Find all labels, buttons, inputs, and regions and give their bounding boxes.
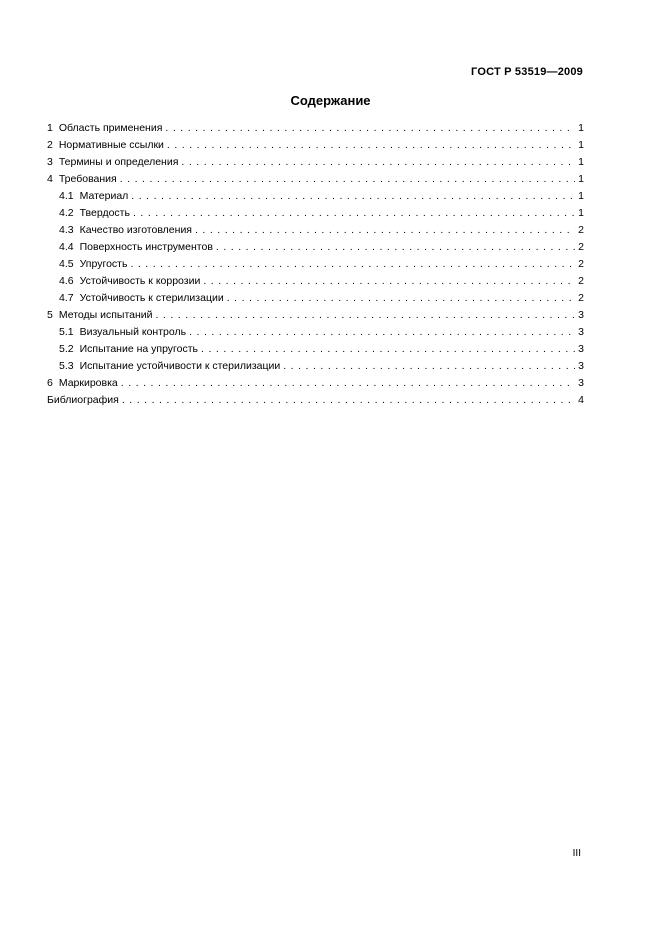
toc-dot-leader [130,256,575,273]
toc-entry [47,375,584,392]
toc-entry-page: 3 [578,326,584,338]
toc-dot-leader [156,307,576,324]
toc-dot-leader [216,239,575,256]
document-code: ГОСТ Р 53519—2009 [471,66,583,78]
toc-entry-number: 4.2 [59,207,74,219]
toc-dot-leader [181,154,575,171]
toc-dot-leader [121,375,575,392]
toc-entry-title: Область применения [58,122,163,134]
toc-entry-page: 3 [578,360,584,372]
toc-entry [47,222,584,239]
toc-entry [47,273,584,290]
toc-entry-page: 2 [578,258,584,270]
toc-entry-title: Визуальный контроль [79,326,187,338]
toc-entry-title: Требования [58,173,117,185]
toc-entry-title: Устойчивость к стерилизации [79,292,224,304]
toc-entry [47,392,584,409]
toc-entry-number: 5.2 [59,343,74,355]
toc-dot-leader [133,205,575,222]
toc-entry-title: Устойчивость к коррозии [79,275,201,287]
toc-entry-number: 4.1 [59,190,74,202]
toc-entry-page: 1 [578,190,584,202]
table-of-contents [47,120,584,409]
toc-entry-page: 1 [578,207,584,219]
toc-entry-title: Нормативные ссылки [58,139,164,151]
toc-dot-leader [165,120,575,137]
toc-entry [47,290,584,307]
toc-entry-page: 3 [578,343,584,355]
toc-dot-leader [201,341,575,358]
toc-entry [47,307,584,324]
toc-entry-number: 3 [47,156,53,168]
toc-entry-page: 1 [578,173,584,185]
toc-entry [47,239,584,256]
toc-entry-page: 3 [578,377,584,389]
toc-entry-page: 1 [578,139,584,151]
toc-entry [47,324,584,341]
toc-entry-number: 5.1 [59,326,74,338]
toc-entry-title: Упругость [79,258,128,270]
toc-entry-title: Библиография [47,394,119,406]
toc-entry-number: 4.5 [59,258,74,270]
toc-entry [47,341,584,358]
toc-dot-leader [195,222,575,239]
toc-dot-leader [131,188,575,205]
toc-entry [47,154,584,171]
toc-entry-number: 4 [47,173,53,185]
toc-entry-title: Качество изготовления [79,224,192,236]
toc-entry-title: Маркировка [58,377,118,389]
toc-entry [47,120,584,137]
toc-entry-title: Материал [79,190,129,202]
toc-entry [47,358,584,375]
toc-dot-leader [122,392,575,409]
toc-entry [47,171,584,188]
toc-dot-leader [203,273,575,290]
toc-entry-page: 2 [578,275,584,287]
toc-entry-title: Поверхность инструментов [79,241,213,253]
toc-entry [47,205,584,222]
toc-dot-leader [283,358,575,375]
toc-entry-number: 4.6 [59,275,74,287]
toc-entry-title: Испытание устойчивости к стерилизации [79,360,281,372]
toc-entry-title: Твердость [79,207,130,219]
toc-dot-leader [167,137,575,154]
toc-entry-number: 4.4 [59,241,74,253]
toc-entry-page: 2 [578,292,584,304]
toc-entry-page: 2 [578,224,584,236]
toc-entry-page: 3 [578,309,584,321]
toc-entry-title: Испытание на упругость [79,343,199,355]
toc-entry [47,188,584,205]
toc-entry [47,256,584,273]
toc-entry-title: Методы испытаний [58,309,153,321]
toc-entry-page: 2 [578,241,584,253]
toc-entry-number: 2 [47,139,53,151]
toc-entry-number: 1 [47,122,53,134]
toc-dot-leader [120,171,575,188]
toc-entry-title: Термины и определения [58,156,179,168]
toc-title: Содержание [290,93,371,108]
toc-entry-number: 4.7 [59,292,74,304]
toc-entry-number: 6 [47,377,53,389]
toc-entry-number: 5.3 [59,360,74,372]
toc-entry-number: 4.3 [59,224,74,236]
toc-entry-page: 1 [578,122,584,134]
toc-entry-page: 4 [578,394,584,406]
toc-entry-page: 1 [578,156,584,168]
toc-dot-leader [227,290,575,307]
toc-dot-leader [189,324,575,341]
toc-entry-number: 5 [47,309,53,321]
page-folio: III [572,848,581,859]
toc-entry [47,137,584,154]
